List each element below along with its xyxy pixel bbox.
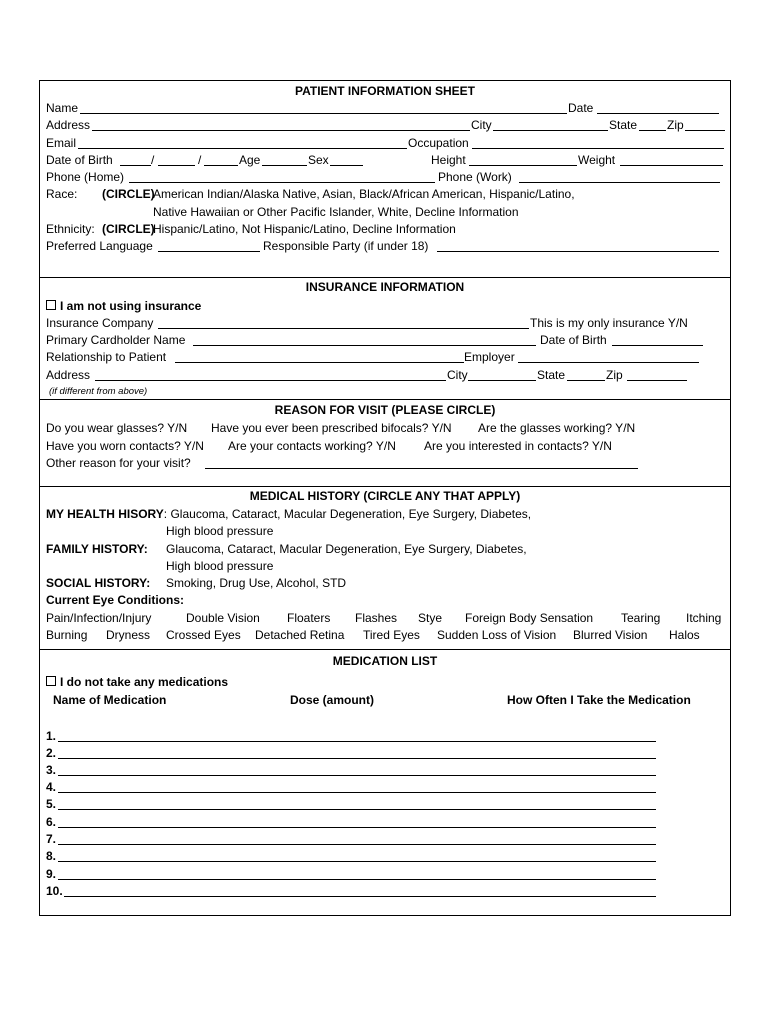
ethnicity-circle-label: (CIRCLE) bbox=[102, 222, 155, 236]
language-label: Preferred Language bbox=[46, 239, 153, 253]
medication-row-number: 4. bbox=[46, 780, 57, 794]
cardholder-field[interactable] bbox=[193, 333, 536, 346]
race-options-line-2[interactable]: Native Hawaiian or Other Pacific Islander, White, Decline Information bbox=[153, 205, 519, 219]
social-history-items[interactable]: Smoking, Drug Use, Alcohol, STD bbox=[166, 576, 347, 590]
insurance-company-label: Insurance Company bbox=[46, 316, 154, 330]
employer-label: Employer bbox=[464, 350, 515, 364]
sex-field[interactable] bbox=[330, 153, 363, 166]
family-history-label: FAMILY HISTORY: bbox=[46, 542, 148, 556]
eye-condition-item[interactable]: Tired Eyes bbox=[363, 628, 420, 642]
race-label: Race: bbox=[46, 187, 78, 201]
medication-row-number: 6. bbox=[46, 815, 57, 829]
medication-row-field[interactable] bbox=[58, 832, 656, 845]
glasses-working-question[interactable]: Are the glasses working? Y/N bbox=[478, 421, 636, 435]
dob-day-field[interactable] bbox=[158, 153, 195, 166]
interested-contacts-question[interactable]: Are you interested in contacts? Y/N bbox=[424, 439, 612, 453]
ethnicity-options[interactable]: Hispanic/Latino, Not Hispanic/Latino, Decline Information bbox=[153, 222, 456, 236]
medication-row-field[interactable] bbox=[58, 746, 656, 759]
age-label: Age bbox=[239, 153, 261, 167]
medication-row-number: 8. bbox=[46, 849, 57, 863]
name-field[interactable] bbox=[80, 101, 567, 114]
medication-row-field[interactable] bbox=[58, 780, 656, 793]
insurance-city-label: City bbox=[447, 368, 468, 382]
medication-row-field[interactable] bbox=[58, 815, 656, 828]
contacts-working-question[interactable]: Are your contacts working? Y/N bbox=[228, 439, 396, 453]
race-circle-label: (CIRCLE) bbox=[102, 187, 155, 201]
cardholder-dob-field[interactable] bbox=[612, 333, 703, 346]
language-field[interactable] bbox=[158, 239, 260, 252]
eye-condition-item[interactable]: Crossed Eyes bbox=[166, 628, 241, 642]
dob-year-field[interactable] bbox=[204, 153, 238, 166]
eye-condition-item[interactable]: Detached Retina bbox=[255, 628, 345, 642]
age-field[interactable] bbox=[262, 153, 307, 166]
email-field[interactable] bbox=[78, 136, 407, 149]
phone-work-label: Phone (Work) bbox=[438, 170, 512, 184]
medication-row-number: 7. bbox=[46, 832, 57, 846]
social-history-label: SOCIAL HISTORY: bbox=[46, 576, 151, 590]
phone-home-label: Phone (Home) bbox=[46, 170, 125, 184]
eye-condition-item[interactable]: Foreign Body Sensation bbox=[465, 611, 594, 625]
height-label: Height bbox=[431, 153, 466, 167]
eye-condition-item[interactable]: Flashes bbox=[355, 611, 398, 625]
address-label: Address bbox=[46, 118, 91, 132]
relationship-label: Relationship to Patient bbox=[46, 350, 167, 364]
history-section-title: MEDICAL HISTORY (CIRCLE ANY THAT APPLY) bbox=[249, 489, 521, 503]
sex-label: Sex bbox=[308, 153, 329, 167]
medication-row-number: 10. bbox=[46, 884, 63, 898]
insurance-state-field[interactable] bbox=[567, 368, 605, 381]
insurance-address-label: Address bbox=[46, 368, 91, 382]
ethnicity-label: Ethnicity: bbox=[46, 222, 95, 236]
visit-section-title: REASON FOR VISIT (PLEASE CIRCLE) bbox=[274, 403, 496, 417]
state-field[interactable] bbox=[639, 118, 666, 131]
visit-divider bbox=[40, 399, 730, 400]
date-field[interactable] bbox=[597, 101, 719, 114]
no-medications-checkbox[interactable] bbox=[46, 675, 228, 690]
medication-row-field[interactable] bbox=[58, 849, 656, 862]
phone-work-field[interactable] bbox=[519, 170, 720, 183]
zip-field[interactable] bbox=[685, 118, 725, 131]
dob-slash-2: / bbox=[198, 153, 202, 167]
medication-row-field[interactable] bbox=[58, 729, 656, 742]
eye-condition-item[interactable]: Pain/Infection/Injury bbox=[46, 611, 152, 625]
height-field[interactable] bbox=[469, 153, 577, 166]
eye-condition-item[interactable]: Burning bbox=[46, 628, 88, 642]
insurance-city-field[interactable] bbox=[468, 368, 536, 381]
col-medication-name: Name of Medication bbox=[53, 693, 167, 707]
insurance-section-title: INSURANCE INFORMATION bbox=[305, 280, 465, 294]
no-insurance-checkbox[interactable] bbox=[46, 299, 201, 314]
eye-conditions-label: Current Eye Conditions: bbox=[46, 593, 185, 607]
medication-row-number: 5. bbox=[46, 797, 57, 811]
eye-condition-item[interactable]: Sudden Loss of Vision bbox=[437, 628, 557, 642]
eye-condition-item[interactable]: Itching bbox=[686, 611, 722, 625]
my-history-items[interactable]: : Glaucoma, Cataract, Macular Degeneration, Eye Surgery, Diabetes, bbox=[163, 507, 532, 521]
my-history-row bbox=[46, 507, 531, 522]
responsible-field[interactable] bbox=[437, 239, 719, 252]
checkbox-icon bbox=[46, 300, 56, 310]
eye-condition-item[interactable]: Floaters bbox=[287, 611, 331, 625]
insurance-company-field[interactable] bbox=[158, 316, 529, 329]
medication-row-number: 3. bbox=[46, 763, 57, 777]
only-insurance-label[interactable]: This is my only insurance Y/N bbox=[530, 316, 688, 330]
state-label: State bbox=[609, 118, 638, 132]
cardholder-dob-label: Date of Birth bbox=[540, 333, 607, 347]
worn-contacts-question[interactable]: Have you worn contacts? Y/N bbox=[46, 439, 204, 453]
eye-condition-item[interactable]: Blurred Vision bbox=[573, 628, 648, 642]
no-insurance-label: I am not using insurance bbox=[60, 299, 202, 313]
eye-condition-item[interactable]: Tearing bbox=[621, 611, 661, 625]
phone-home-field[interactable] bbox=[129, 170, 435, 183]
eye-condition-item[interactable]: Stye bbox=[418, 611, 443, 625]
weight-label: Weight bbox=[578, 153, 616, 167]
medication-row-field[interactable] bbox=[58, 763, 656, 776]
if-different-note: (if different from above) bbox=[49, 386, 148, 397]
relationship-field[interactable] bbox=[175, 350, 464, 363]
insurance-divider bbox=[40, 277, 730, 278]
occupation-field[interactable] bbox=[472, 136, 724, 149]
insurance-zip-label: Zip bbox=[606, 368, 623, 382]
patient-form bbox=[39, 80, 731, 916]
race-options-line-1[interactable]: American Indian/Alaska Native, Asian, Black/African American, Hispanic/Latino, bbox=[153, 187, 575, 201]
dob-month-field[interactable] bbox=[120, 153, 151, 166]
medication-row-number: 9. bbox=[46, 867, 57, 881]
medication-section-title: MEDICATION LIST bbox=[332, 654, 438, 668]
eye-condition-item[interactable]: Double Vision bbox=[186, 611, 260, 625]
employer-field[interactable] bbox=[518, 350, 699, 363]
insurance-address-field[interactable] bbox=[95, 368, 446, 381]
patient-section-title: PATIENT INFORMATION SHEET bbox=[295, 84, 475, 98]
zip-label: Zip bbox=[667, 118, 684, 132]
glasses-question[interactable]: Do you wear glasses? Y/N bbox=[46, 421, 188, 435]
occupation-label: Occupation bbox=[408, 136, 469, 150]
city-field[interactable] bbox=[493, 118, 608, 131]
cardholder-label: Primary Cardholder Name bbox=[46, 333, 186, 347]
no-medications-label: I do not take any medications bbox=[60, 675, 229, 689]
my-history-label: MY HEALTH HISORY bbox=[46, 507, 164, 521]
responsible-label: Responsible Party (if under 18) bbox=[263, 239, 429, 253]
other-reason-field[interactable] bbox=[205, 456, 638, 469]
medication-row-number: 2. bbox=[46, 746, 57, 760]
medication-row-number: 1. bbox=[46, 729, 57, 743]
weight-field[interactable] bbox=[620, 153, 723, 166]
checkbox-icon bbox=[46, 676, 56, 686]
col-dose: Dose (amount) bbox=[290, 693, 374, 707]
insurance-zip-field[interactable] bbox=[627, 368, 687, 381]
dob-slash-1: / bbox=[151, 153, 155, 167]
bifocals-question[interactable]: Have you ever been prescribed bifocals? Y/N bbox=[211, 421, 452, 435]
medication-row-field[interactable] bbox=[58, 867, 656, 880]
date-label: Date bbox=[568, 101, 594, 115]
my-history-items-2[interactable]: High blood pressure bbox=[166, 524, 274, 538]
name-label: Name bbox=[46, 101, 79, 115]
insurance-state-label: State bbox=[537, 368, 566, 382]
email-label: Email bbox=[46, 136, 77, 150]
city-label: City bbox=[471, 118, 492, 132]
history-divider bbox=[40, 486, 730, 487]
dob-label: Date of Birth bbox=[46, 153, 113, 167]
eye-condition-item[interactable]: Halos bbox=[669, 628, 700, 642]
medication-row-field[interactable] bbox=[58, 797, 656, 810]
medication-row-field[interactable] bbox=[64, 884, 656, 897]
family-history-items[interactable]: Glaucoma, Cataract, Macular Degeneration, Eye Surgery, Diabetes, bbox=[166, 542, 527, 556]
col-how-often: How Often I Take the Medication bbox=[507, 693, 691, 707]
other-reason-label: Other reason for your visit? bbox=[46, 456, 191, 470]
medication-divider bbox=[40, 649, 730, 650]
family-history-items-2[interactable]: High blood pressure bbox=[166, 559, 274, 573]
address-field[interactable] bbox=[92, 118, 470, 131]
eye-condition-item[interactable]: Dryness bbox=[106, 628, 151, 642]
